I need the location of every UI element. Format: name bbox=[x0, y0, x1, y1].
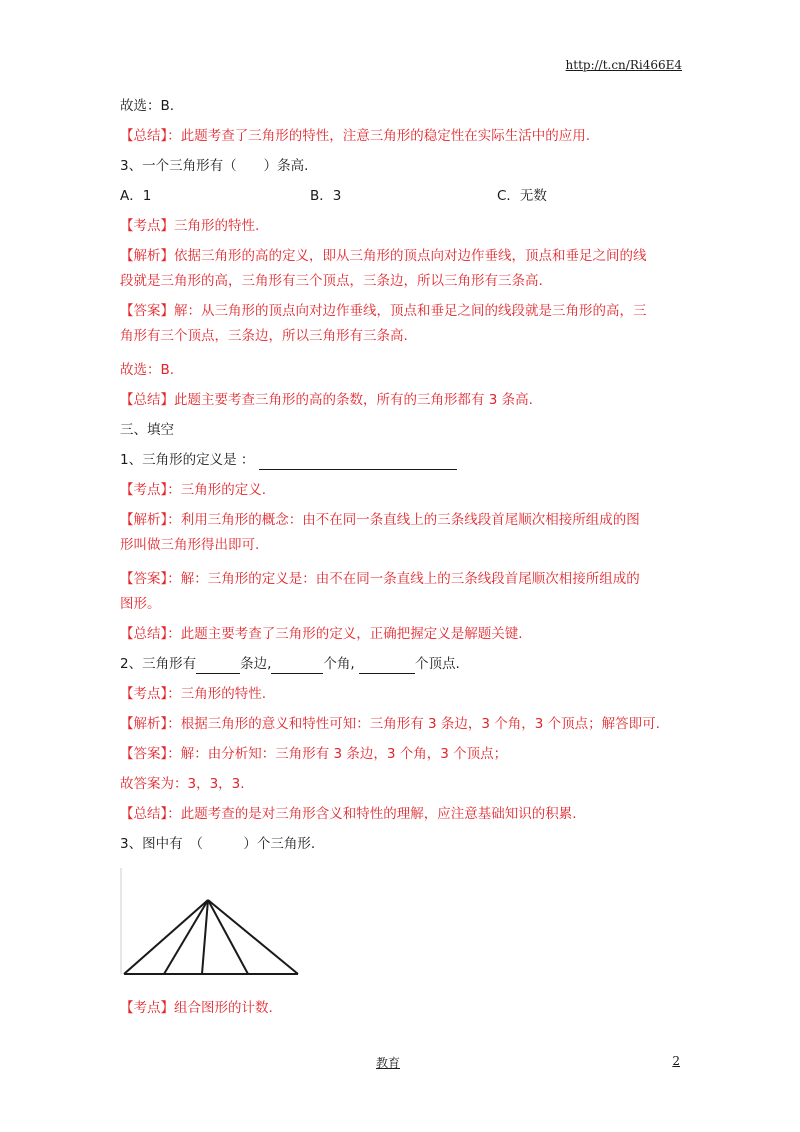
f1-point: 【考点】：三角形的定义. bbox=[120, 482, 267, 498]
q3-answer-1: 【答案】解：从三角形的顶点向对边作垂线，顶点和垂足之间的线段就是三角形的高，三 bbox=[120, 303, 647, 319]
triangle-inner-line-2 bbox=[202, 900, 208, 974]
f2-q-part3: 个角, bbox=[323, 656, 355, 672]
f1-answer-1: 【答案】：解：三角形的定义是：由不在同一条直线上的三条线段首尾顺次相接所组成的 bbox=[120, 571, 640, 587]
f2-point: 【考点】：三角形的特性. bbox=[120, 686, 267, 702]
q3-analysis-1: 【解析】依据三角形的高的定义，即从三角形的顶点向对边作垂线，顶点和垂足之间的线 bbox=[120, 248, 647, 264]
f2-q-part4: 个顶点. bbox=[414, 656, 460, 672]
q3-choice: 故选：B. bbox=[120, 362, 175, 378]
f3-question: 3、图中有 （ ）个三角形. bbox=[120, 836, 316, 852]
q3-question: 3、一个三角形有（ ）条高. bbox=[120, 158, 309, 174]
section-title: 三、填空 bbox=[120, 422, 174, 438]
q2-choice: 故选：B. bbox=[120, 98, 175, 114]
f2-q-part1: 2、三角形有 bbox=[120, 656, 197, 672]
triangle-inner-line-1 bbox=[164, 900, 208, 974]
f2-blank-angles bbox=[271, 657, 323, 674]
f1-analysis-2: 形叫做三角形得出即可. bbox=[120, 537, 260, 553]
q2-summary: 【总结】：此题考查了三角形的特性，注意三角形的稳定性在实际生活中的应用. bbox=[120, 128, 591, 144]
f1-answer-2: 图形。 bbox=[120, 596, 161, 612]
f1-analysis-1: 【解析】：利用三角形的概念：由不在同一条直线上的三条线段首尾顺次相接所组成的图 bbox=[120, 512, 640, 528]
q3-option-b: B．3 bbox=[310, 188, 342, 204]
f1-answer-blank bbox=[259, 453, 457, 470]
triangle-diagram bbox=[120, 864, 320, 984]
f2-blank-vertices bbox=[359, 657, 415, 674]
f2-q-part2: 条边, bbox=[240, 656, 272, 672]
triangle-inner-line-3 bbox=[208, 900, 248, 974]
q3-options bbox=[120, 186, 680, 206]
q3-analysis-2: 段就是三角形的高，三角形有三个顶点，三条边，所以三角形有三条高. bbox=[120, 273, 543, 289]
footer-link[interactable]: 教育 bbox=[376, 1056, 401, 1070]
f2-blank-edges bbox=[196, 657, 240, 674]
triangle-left-side bbox=[124, 900, 208, 974]
triangle-figure bbox=[120, 864, 680, 988]
triangle-right-side bbox=[208, 900, 298, 974]
header-link[interactable]: http://t.cn/Ri466E4 bbox=[565, 58, 682, 72]
q3-option-c: C．无数 bbox=[497, 188, 547, 204]
q3-summary: 【总结】此题主要考查三角形的高的条数，所有的三角形都有 3 条高. bbox=[120, 392, 533, 408]
f2-analysis: 【解析】：根据三角形的意义和特性可知：三角形有 3 条边，3 个角，3 个顶点；解答即可. bbox=[120, 716, 660, 732]
f2-answer: 【答案】：解：由分析知：三角形有 3 条边，3 个角，3 个顶点； bbox=[120, 746, 508, 762]
f1-question bbox=[120, 450, 680, 470]
q3-option-a: A．1 bbox=[120, 188, 152, 204]
f2-final: 故答案为：3，3，3. bbox=[120, 776, 245, 792]
q3-point: 【考点】三角形的特性. bbox=[120, 218, 260, 234]
f2-summary: 【总结】：此题考查的是对三角形含义和特性的理解，应注意基础知识的积累. bbox=[120, 806, 577, 822]
f1-question-text: 1、三角形的定义是 ： bbox=[120, 452, 255, 468]
f3-point: 【考点】组合图形的计数. bbox=[120, 1000, 273, 1016]
q3-answer-2: 角形有三个顶点，三条边，所以三角形有三条高. bbox=[120, 328, 408, 344]
content bbox=[120, 96, 680, 1028]
f1-summary: 【总结】：此题主要考查了三角形的定义，正确把握定义是解题关键. bbox=[120, 626, 523, 642]
page-number: 2 bbox=[672, 1054, 680, 1068]
f2-question bbox=[120, 654, 680, 674]
